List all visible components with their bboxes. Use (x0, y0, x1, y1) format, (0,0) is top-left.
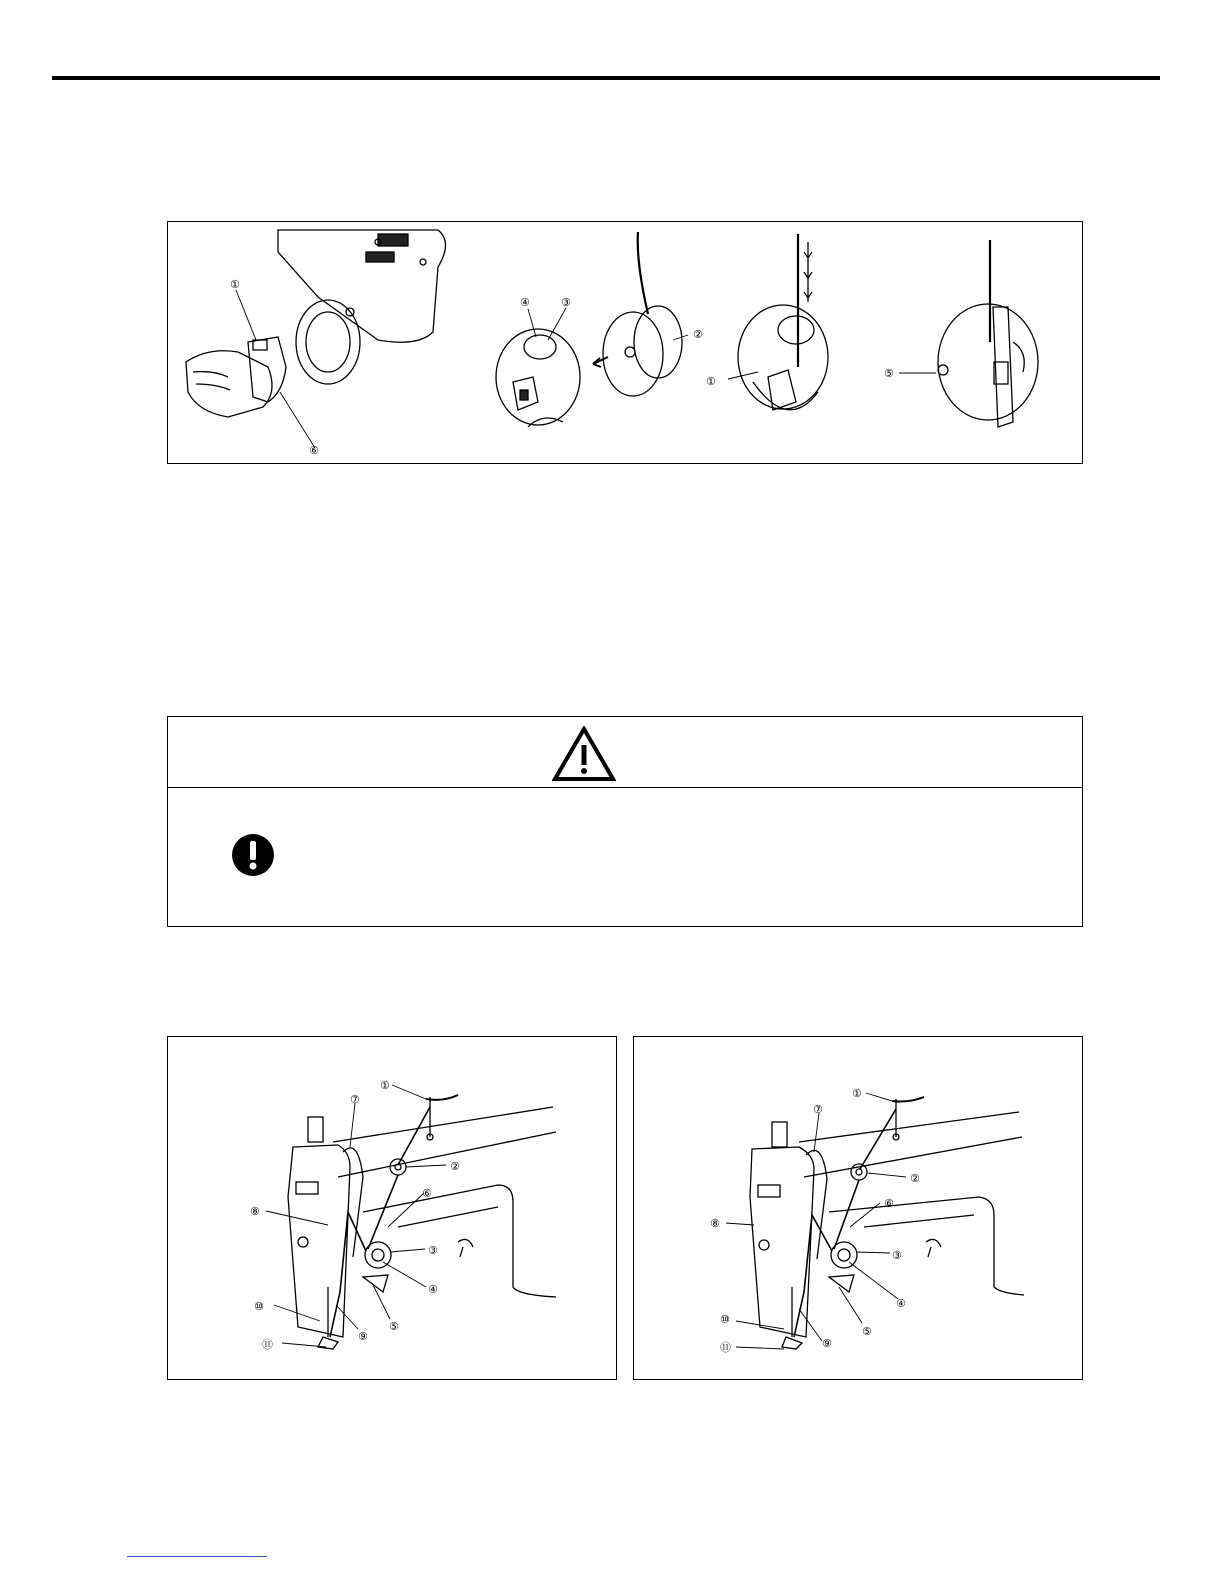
callout-8: ⑧ (250, 1205, 260, 1218)
threading-figure-left (167, 1036, 617, 1380)
bobbin-case-figure (167, 221, 1083, 464)
callout-6: ⑥ (309, 444, 319, 457)
callout-1b: ① (706, 375, 716, 388)
callout-2: ② (693, 328, 703, 341)
warning-header (168, 717, 1082, 788)
header-rule (52, 76, 1160, 80)
callout-4: ④ (896, 1297, 906, 1310)
threading-figure-right (633, 1036, 1083, 1380)
callout-11: ⑪ (720, 1341, 731, 1354)
callout-9: ⑨ (358, 1330, 368, 1343)
callout-2: ② (450, 1160, 460, 1173)
callout-1: ① (852, 1087, 862, 1100)
machine-head-illustration-left (168, 1037, 616, 1379)
callout-4: ④ (520, 296, 530, 309)
callout-1: ① (380, 1079, 390, 1092)
footer-link-underline (127, 1556, 267, 1557)
callout-1: ① (230, 278, 240, 291)
callout-9: ⑨ (822, 1337, 832, 1350)
callout-4: ④ (428, 1283, 438, 1296)
callout-10: ⑩ (720, 1313, 730, 1326)
callout-8: ⑧ (710, 1217, 720, 1230)
callout-10: ⑩ (254, 1300, 264, 1313)
callout-5: ⑤ (389, 1320, 399, 1333)
callout-11: ⑪ (262, 1338, 273, 1351)
callout-3: ③ (561, 296, 571, 309)
exclamation-circle-icon (230, 832, 276, 878)
callout-3: ③ (892, 1249, 902, 1262)
callout-6: ⑥ (422, 1187, 432, 1200)
callout-7: ⑦ (350, 1093, 360, 1106)
machine-head-illustration-right (634, 1037, 1082, 1379)
callout-3: ③ (428, 1244, 438, 1257)
warning-box (167, 716, 1083, 927)
callout-7: ⑦ (813, 1103, 823, 1116)
callout-5: ⑤ (884, 367, 894, 380)
bobbin-case-illustration (168, 222, 1082, 463)
caution-triangle-icon (552, 726, 616, 782)
callout-5: ⑤ (862, 1325, 872, 1338)
callout-2: ② (910, 1172, 920, 1185)
callout-6: ⑥ (884, 1197, 894, 1210)
